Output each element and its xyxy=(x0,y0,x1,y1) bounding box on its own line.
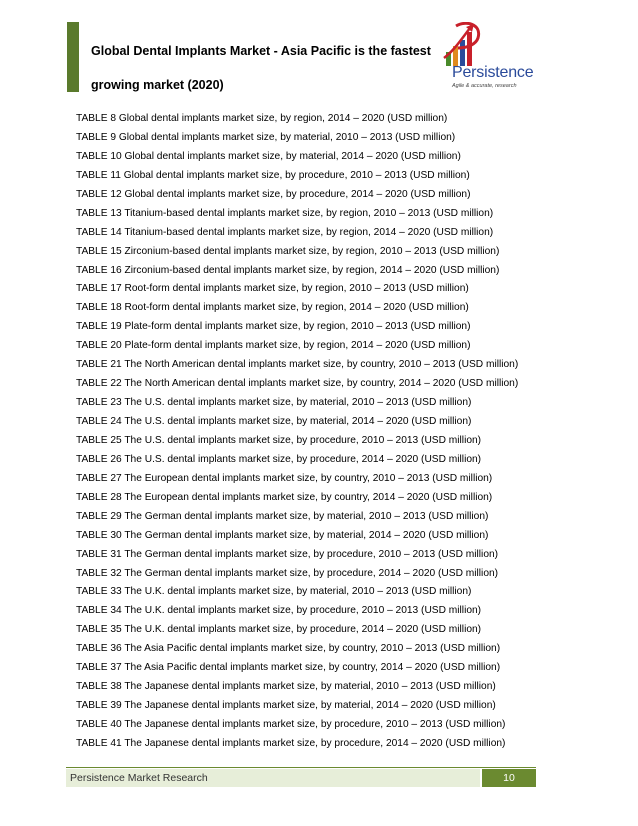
list-item: TABLE 38 The Japanese dental implants market size, by material, 2010 – 2013 (USD million) xyxy=(76,681,496,693)
page-title xyxy=(91,34,441,102)
list-item: TABLE 28 The European dental implants market size, by country, 2014 – 2020 (USD million) xyxy=(76,491,493,503)
list-item: TABLE 39 The Japanese dental implants market size, by material, 2014 – 2020 (USD million) xyxy=(76,700,496,712)
list-item: TABLE 15 Zirconium-based dental implants market size, by region, 2010 – 2013 (USD million) xyxy=(76,245,500,257)
title-line-1: Global Dental Implants Market - Asia Pacific is the fastest xyxy=(91,44,431,58)
list-item: TABLE 41 The Japanese dental implants market size, by procedure, 2014 – 2020 (USD million) xyxy=(76,737,506,749)
list-item: TABLE 35 The U.K. dental implants market size, by procedure, 2014 – 2020 (USD million) xyxy=(76,624,482,636)
list-item: TABLE 26 The U.S. dental implants market size, by procedure, 2014 – 2020 (USD million) xyxy=(76,453,482,465)
page-number: 10 xyxy=(482,769,536,787)
list-item: TABLE 8 Global dental implants market size, by region, 2014 – 2020 (USD million) xyxy=(76,113,448,124)
title-line-2: growing market (2020) xyxy=(91,78,224,92)
list-item: TABLE 36 The Asia Pacific dental implants market size, by country, 2010 – 2013 (USD million) xyxy=(76,643,501,655)
list-item: TABLE 16 Zirconium-based dental implants market size, by region, 2014 – 2020 (USD million) xyxy=(76,264,500,276)
list-item: TABLE 37 The Asia Pacific dental implants market size, by country, 2014 – 2020 (USD million) xyxy=(76,662,501,674)
header-accent-bar xyxy=(67,22,79,92)
list-item: TABLE 30 The German dental implants market size, by material, 2014 – 2020 (USD million) xyxy=(76,529,489,541)
list-item: TABLE 40 The Japanese dental implants market size, by procedure, 2010 – 2013 (USD million) xyxy=(76,719,506,730)
list-item: TABLE 11 Global dental implants market size, by procedure, 2010 – 2013 (USD million) xyxy=(76,169,470,181)
list-item: TABLE 17 Root-form dental implants market size, by region, 2010 – 2013 (USD million) xyxy=(76,283,469,295)
logo-wordmark: Persistence xyxy=(452,64,534,81)
footer-company: Persistence Market Research xyxy=(66,769,480,787)
list-item: TABLE 19 Plate-form dental implants market size, by region, 2010 – 2013 (USD million) xyxy=(76,321,471,333)
list-item: TABLE 29 The German dental implants market size, by material, 2010 – 2013 (USD million) xyxy=(76,510,489,522)
logo-tagline: Agile & accurate, research xyxy=(452,83,517,89)
list-item: TABLE 9 Global dental implants market size, by material, 2010 – 2013 (USD million) xyxy=(76,131,456,143)
list-item: TABLE 20 Plate-form dental implants market size, by region, 2014 – 2020 (USD million) xyxy=(76,340,471,352)
list-item: TABLE 22 The North American dental implants market size, by country, 2014 – 2020 (USD million) xyxy=(76,378,519,390)
list-item: TABLE 18 Root-form dental implants market size, by region, 2014 – 2020 (USD million) xyxy=(76,302,469,314)
list-item: TABLE 10 Global dental implants market size, by material, 2014 – 2020 (USD million) xyxy=(76,150,461,162)
table-list xyxy=(76,110,566,754)
list-item: TABLE 27 The European dental implants market size, by country, 2010 – 2013 (USD million) xyxy=(76,472,493,484)
list-item: TABLE 13 Titanium-based dental implants market size, by region, 2010 – 2013 (USD million) xyxy=(76,207,494,219)
list-item: TABLE 21 The North American dental implants market size, by country, 2010 – 2013 (USD million) xyxy=(76,359,519,371)
list-item: TABLE 25 The U.S. dental implants market size, by procedure, 2010 – 2013 (USD million) xyxy=(76,434,482,446)
list-item: TABLE 34 The U.K. dental implants market size, by procedure, 2010 – 2013 (USD million) xyxy=(76,605,482,617)
company-logo xyxy=(438,22,534,96)
bar-chart-arrow-icon xyxy=(438,22,528,68)
list-item: TABLE 12 Global dental implants market size, by procedure, 2014 – 2020 (USD million) xyxy=(76,188,471,200)
list-item: TABLE 23 The U.S. dental implants market size, by material, 2010 – 2013 (USD million) xyxy=(76,397,472,409)
list-item: TABLE 31 The German dental implants market size, by procedure, 2010 – 2013 (USD million) xyxy=(76,548,499,560)
list-item: TABLE 14 Titanium-based dental implants market size, by region, 2014 – 2020 (USD million) xyxy=(76,226,494,238)
page-footer xyxy=(66,767,536,787)
list-item: TABLE 33 The U.K. dental implants market size, by material, 2010 – 2013 (USD million) xyxy=(76,586,472,598)
list-item: TABLE 24 The U.S. dental implants market size, by material, 2014 – 2020 (USD million) xyxy=(76,416,472,427)
list-item: TABLE 32 The German dental implants market size, by procedure, 2014 – 2020 (USD million) xyxy=(76,567,499,579)
